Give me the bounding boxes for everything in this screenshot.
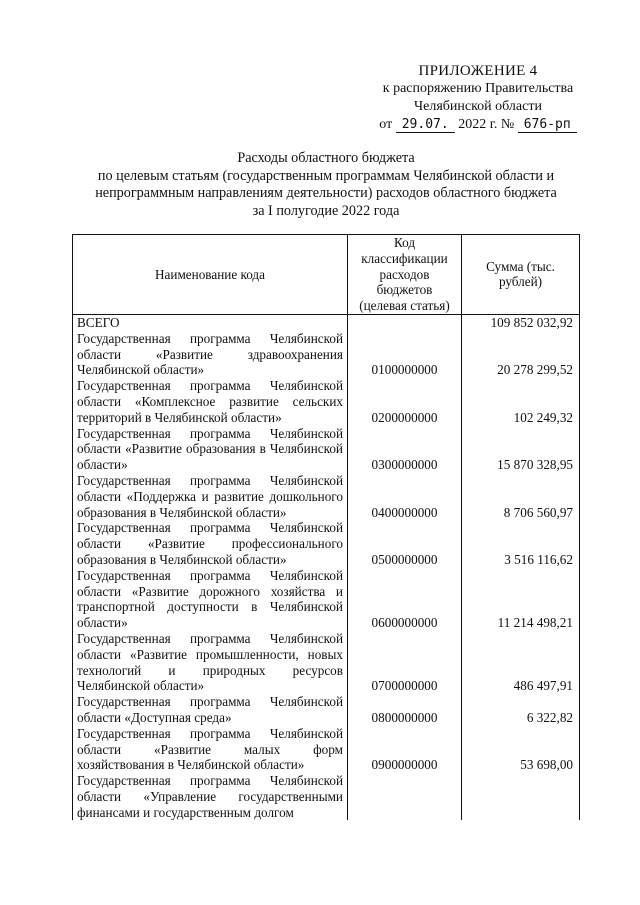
row-code: 0600000000 [348, 568, 462, 631]
order-reference [378, 116, 578, 134]
row-name: Государственная программа Челябинской области «Доступная среда» [73, 694, 348, 726]
table-row [73, 520, 580, 567]
row-code: 0800000000 [348, 694, 462, 726]
total-sum: 109 852 032,92 [462, 314, 580, 330]
heading-line-4: за I полугодие 2022 года [252, 202, 400, 219]
row-sum: 8 706 560,97 [462, 473, 580, 520]
appendix-title: ПРИЛОЖЕНИЕ 4 [418, 63, 538, 79]
row-name: Государственная программа Челябинской области «Управление государственными финансами и государственным долгом [73, 773, 348, 820]
row-code: 0500000000 [348, 520, 462, 567]
header-name: Наименование кода [73, 235, 348, 315]
table-row [73, 473, 580, 520]
row-sum: 20 278 299,52 [462, 331, 580, 378]
table-row [73, 426, 580, 473]
table-header-row [73, 235, 580, 315]
header-sum: Сумма (тыс. рублей) [462, 235, 580, 315]
order-from-label: от [379, 117, 393, 132]
heading-line-3: непрограммным направлениям деятельности) расходов областного бюджета [95, 185, 557, 201]
row-name: Государственная программа Челябинской области «Поддержка и развитие дошкольного образования в Челябинской области» [73, 473, 348, 520]
row-name: Государственная программа Челябинской области «Комплексное развитие сельских территорий в Челябинской области» [73, 378, 348, 425]
expenses-table [72, 234, 580, 820]
row-code: 0900000000 [348, 726, 462, 773]
row-code: 0300000000 [348, 426, 462, 473]
document-heading [70, 150, 582, 220]
row-sum [462, 773, 580, 820]
row-sum: 53 698,00 [462, 726, 580, 773]
row-code: 0400000000 [348, 473, 462, 520]
table-row [73, 773, 580, 820]
row-name: Государственная программа Челябинской области «Развитие дорожного хозяйства и транспортной доступности в Челябинской области» [73, 568, 348, 631]
total-code [348, 314, 462, 330]
row-sum: 11 214 498,21 [462, 568, 580, 631]
order-date: 29.07. [396, 117, 455, 133]
order-year-label: 2022 г. № [458, 117, 515, 132]
appendix-line-2: Челябинской области [414, 99, 542, 114]
row-code: 0100000000 [348, 331, 462, 378]
row-sum: 486 497,91 [462, 631, 580, 694]
row-sum: 6 322,82 [462, 694, 580, 726]
table-row [73, 694, 580, 726]
total-row [73, 314, 580, 330]
appendix-block [378, 62, 578, 134]
order-number: 676-рп [518, 117, 577, 133]
row-sum: 15 870 328,95 [462, 426, 580, 473]
total-name: ВСЕГО [73, 314, 348, 330]
row-code: 0700000000 [348, 631, 462, 694]
row-name: Государственная программа Челябинской области «Развитие профессионального образования в Челябинской области» [73, 520, 348, 567]
appendix-line-1: к распоряжению Правительства [382, 81, 574, 96]
table-row [73, 726, 580, 773]
heading-line-1: Расходы областного бюджета [237, 150, 415, 166]
header-code: Код классификации расходов бюджетов (целевая статья) [348, 235, 462, 315]
row-sum: 3 516 116,62 [462, 520, 580, 567]
row-name: Государственная программа Челябинской области «Развитие здравоохранения Челябинской области» [73, 331, 348, 378]
table-row [73, 631, 580, 694]
row-name: Государственная программа Челябинской области «Развитие образования в Челябинской области» [73, 426, 348, 473]
row-name: Государственная программа Челябинской области «Развитие промышленности, новых технологий и природных ресурсов Челябинской области» [73, 631, 348, 694]
row-name: Государственная программа Челябинской области «Развитие малых форм хозяйствования в Челябинской области» [73, 726, 348, 773]
heading-line-2: по целевым статьям (государственным программам Челябинской области и [97, 167, 555, 184]
table-row [73, 378, 580, 425]
row-code: 0200000000 [348, 378, 462, 425]
row-code [348, 773, 462, 820]
table-row [73, 568, 580, 631]
table-row [73, 331, 580, 378]
row-sum: 102 249,32 [462, 378, 580, 425]
